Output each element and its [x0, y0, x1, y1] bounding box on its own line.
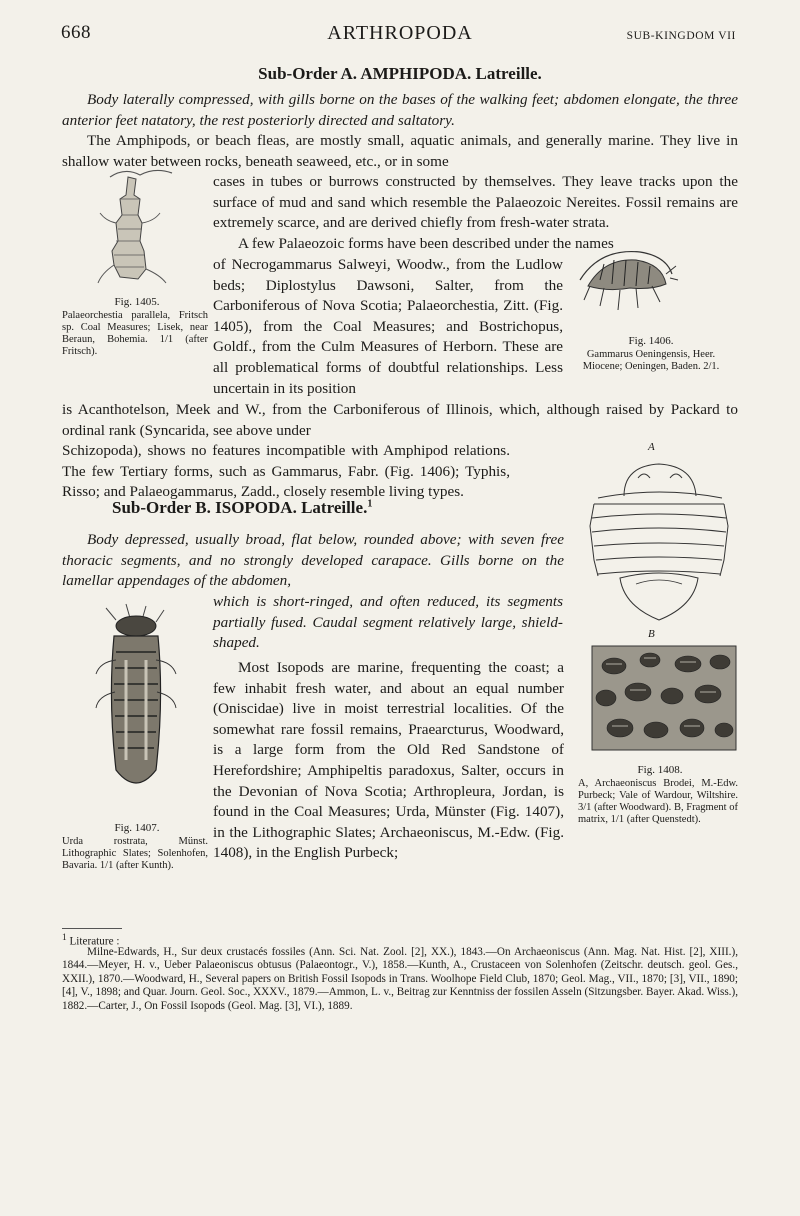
fig-1407-label: Fig. 1407. [114, 822, 160, 834]
amphipoda-heading: Sub-Order A. AMPHIPODA. Latreille. [258, 64, 542, 83]
fig-1407-caption: Urda rostrata, Münst. Lithographic Slates; Solenhofen, Bavaria. 1/1 (after Kunth). [62, 836, 208, 871]
amphipoda-diagnosis: Body laterally compressed, with gills borne on the bases of the walking feet; abdomen elongate, the three anterior feet natatory, the rest posteriorly directed and saltatory. [62, 91, 738, 129]
fig-1406-caption: Gammarus Oeningensis, Heer. Miocene; Oeningen, Baden. 2/1. [582, 349, 720, 372]
isopoda-diagnosis: Body depressed, usually broad, flat below, rounded above; with seven free thoracic segments, and no strongly developed carapace. Gills borne on the lamellar appendages of the abdomen, [62, 531, 564, 590]
archaeoniscus-outline-illustration [584, 456, 734, 628]
isopoda-diagnosis-cont: which is short-ringed, and often reduced, its segments partially fused. Caudal segment relatively large, shield-shaped. [213, 593, 563, 652]
footnote-intro-text: Literature : [69, 935, 120, 948]
footnote-marker: 1 [62, 933, 67, 943]
amphipoda-paragraph-2-full: is Acanthotelson, Meek and W., from the Carboniferous of Illinois, which, although raised by Packard to ordinal rank (Syncarida, see above under [62, 401, 738, 439]
fig-1405-label: Fig. 1405. [114, 296, 160, 308]
gammarus-fossil-illustration [570, 240, 680, 332]
urda-fossil-illustration [86, 600, 186, 800]
fig-1408-panel-b-label: B [648, 628, 655, 640]
fig-1405-caption: Palaeorchestia parallela, Fritsch sp. Coal Measures; Lisek, near Beraun, Bohemia. 1/1 (after Fritsch). [62, 310, 208, 357]
section-label: SUB-KINGDOM VII [626, 30, 736, 42]
isopoda-heading [112, 498, 372, 518]
fig-1408-panel-a-label: A [648, 441, 655, 453]
footnote-ref: 1 [367, 498, 373, 510]
page-number: 668 [61, 22, 91, 43]
footnote-text: Milne-Edwards, H., Sur deux crustacés fossiles (Ann. Sci. Nat. Zool. [2], XX.), 1843.—On Archaeoniscus (Ann. Mag. Nat. Hist. [2], XIII.), 1844.—Meyer, H. v., Ueber Palaeoniscus obtusus (Palaeontogr., V.), 1858.—Kunth, A., Crustaceen von Solenhofen (Zeitschr. deutsch. geol. Ges., XXII.), 1870.—Woodward, H., Several papers on British Fossil Isopods in Trans. Woolhope Field Club, 1870; Geol. Mag., VII., 1870; [3], VII., 1890; [4], V., 1898; and Quar. Journ. Geol. Soc., XXXV., 1879.—Ammon, L. v., Beitrag zur Kenntniss der fossilen Asseln (Sitzungsber. Bayer. Akad. Wiss.), 1882.—Carter, J., On Fossil Isopods (Geol. Mag. [3], VI.), 1889. [62, 946, 738, 1012]
archaeoniscus-matrix-illustration [590, 644, 738, 752]
isopoda-heading-text: Sub-Order B. ISOPODA. Latreille. [112, 498, 368, 517]
fig-1406-label: Fig. 1406. [628, 335, 674, 347]
fig-1408-label: Fig. 1408. [637, 764, 683, 776]
fig-1408-caption: A, Archaeoniscus Brodei, M.-Edw. Purbeck; Vale of Wardour, Wiltshire. 3/1 (after Woodward). B, Fragment of matrix, 1/1 (after Quenstedt). [578, 778, 738, 825]
footnote-rule [62, 928, 122, 929]
amphipoda-paragraph-2-start: A few Palaeozoic forms have been described under the names [238, 235, 614, 252]
isopoda-paragraph: Most Isopods are marine, frequenting the coast; a few inhabit fresh water, and about an equal number (Oniscidae) live in moist terrestrial localities. Of the somewhat rare fossil remains, Praearcturus, Woodward, is a large form from the Old Red Sandstone of Herefordshire; Amphipeltis paradoxus, Salter, occurs in the Devonian of Nova Scotia; Arthropleura, Jordan, is found in the Coal Measures; Urda, Münster (Fig. 1407), in the Lithographic Slates; Archaeoniscus, M.-Edw. (Fig. 1408), in the English Purbeck; [213, 659, 564, 862]
palaeorchestia-fossil-illustration [80, 165, 190, 290]
amphipoda-paragraph-2-column: of Necrogammarus Salweyi, Woodw., from the Ludlow beds; Diplostylus Dawsoni, Salter, from the Carboniferous of Nova Scotia; Palaeorchestia, Zitt. (Fig. 1405), from the Coal Measures; and Bostrichopus, Goldf., from the Culm Measures of Herborn. These are all problematical forms of doubtful relationships. Less uncertain in its position [213, 256, 563, 397]
running-title: ARTHROPODA [327, 22, 473, 44]
amphipoda-paragraph-1: The Amphipods, or beach fleas, are mostly small, aquatic animals, and generally marine. They live in shallow water between rocks, beneath seaweed, etc., or in some [62, 132, 738, 170]
amphipoda-paragraph-2-end: Schizopoda), shows no features incompatible with Amphipod relations. The few Tertiary forms, such as Gammarus, Fabr. (Fig. 1406); Typhis, Risso; and Palaeogammarus, Zadd., closely resemble living types. [62, 442, 510, 501]
amphipoda-paragraph-1-cont: cases in tubes or burrows constructed by themselves. They leave tracks upon the surface of mud and sand which resemble the Palaeozoic Nereites. Fossil remains are extremely scarce, and are derived chiefly from fresh-water strata. [213, 173, 738, 232]
